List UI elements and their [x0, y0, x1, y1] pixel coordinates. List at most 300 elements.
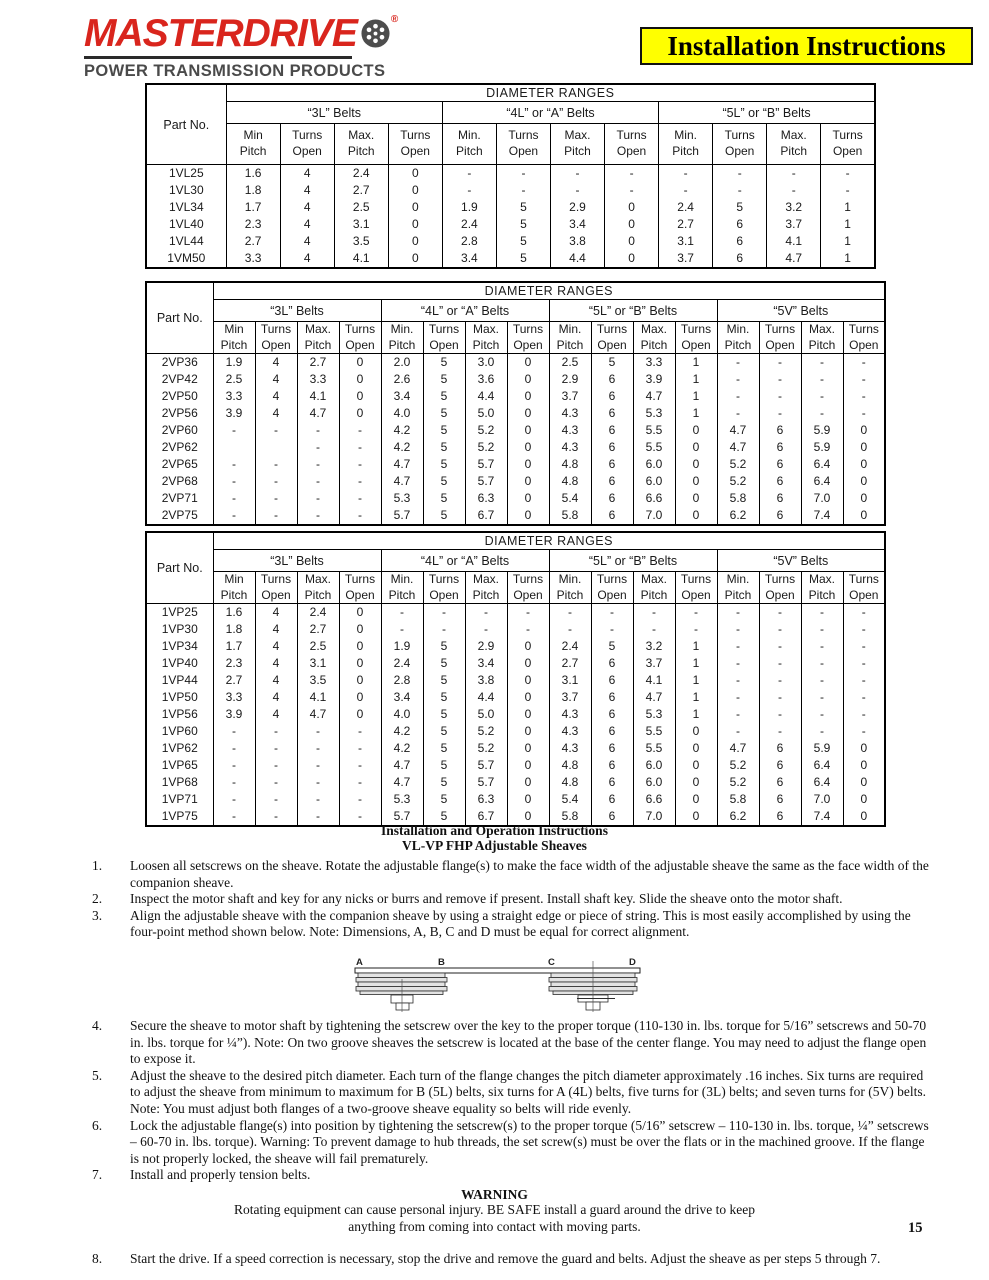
- table-cell: -: [801, 638, 843, 655]
- table-cell: -: [255, 808, 297, 826]
- table-cell: 0: [605, 250, 659, 268]
- table-cell: 2.3: [226, 216, 280, 233]
- table-cell: 4.7: [633, 388, 675, 405]
- table-cell: 0: [675, 490, 717, 507]
- part-no-cell: 1VL30: [146, 182, 226, 199]
- table-cell: 4: [255, 405, 297, 422]
- table-cell: 6: [759, 740, 801, 757]
- table-cell: 0: [507, 689, 549, 706]
- table-cell: 0: [675, 757, 717, 774]
- column-header: Turns Open: [507, 572, 549, 604]
- item-number: 5.: [92, 1067, 103, 1083]
- table-cell: 1.9: [381, 638, 423, 655]
- instruction-list-3: [92, 1251, 930, 1268]
- table-cell: 6: [759, 422, 801, 439]
- table-row: [146, 655, 885, 672]
- column-header: Turns Open: [591, 572, 633, 604]
- installation-instructions-banner: [640, 27, 973, 65]
- table-cell: 5.7: [465, 456, 507, 473]
- table-cell: 4.1: [297, 689, 339, 706]
- table-cell: 6: [759, 757, 801, 774]
- table-cell: 1: [821, 233, 875, 250]
- brand-text: MASTERDRIVE: [84, 12, 357, 55]
- part-no-cell: 2VP65: [146, 456, 213, 473]
- table-cell: 4.4: [465, 689, 507, 706]
- table-cell: -: [507, 621, 549, 638]
- page-number: 15: [908, 1220, 923, 1236]
- table-cell: 1: [675, 672, 717, 689]
- table-cell: 3.7: [633, 655, 675, 672]
- table-cell: 5.9: [801, 422, 843, 439]
- column-header: Turns Open: [255, 322, 297, 354]
- table-cell: -: [759, 621, 801, 638]
- table-cell: 3.2: [767, 199, 821, 216]
- table-cell: -: [255, 791, 297, 808]
- table-cell: 7.4: [801, 808, 843, 826]
- table-cell: 0: [507, 655, 549, 672]
- table-cell: 4.7: [381, 473, 423, 490]
- item-number: 1.: [92, 858, 103, 873]
- table-cell: 5.7: [381, 808, 423, 826]
- table-cell: 2.8: [442, 233, 496, 250]
- table-cell: 0: [388, 165, 442, 183]
- table-cell: 4.3: [549, 740, 591, 757]
- table-cell: -: [339, 507, 381, 525]
- column-header: Min. Pitch: [717, 572, 759, 604]
- table-cell: 4.1: [767, 233, 821, 250]
- table-cell: 5.7: [381, 507, 423, 525]
- table-cell: 5.8: [549, 808, 591, 826]
- table-cell: 0: [843, 791, 885, 808]
- part-no-cell: 1VP71: [146, 791, 213, 808]
- item-number: 6.: [92, 1117, 103, 1133]
- table-cell: 4.7: [717, 439, 759, 456]
- table-cell: 2.4: [381, 655, 423, 672]
- item-text: Align the adjustable sheave with the companion sheave by using a straight edge or piece of string. This is most easily accomplished by using the four-point method shown below. Note: Dimensions, A, B, C and D must be equal for correct alignment.: [130, 907, 911, 940]
- table-cell: 6: [591, 388, 633, 405]
- table-cell: 2.7: [297, 354, 339, 372]
- table-cell: -: [255, 473, 297, 490]
- column-header: Turns Open: [675, 572, 717, 604]
- table-cell: 0: [675, 422, 717, 439]
- table-cell: 0: [507, 740, 549, 757]
- table-cell: -: [759, 388, 801, 405]
- table-cell: 0: [843, 740, 885, 757]
- column-header: Turns Open: [821, 124, 875, 165]
- table-cell: -: [297, 757, 339, 774]
- table-cell: 4: [280, 233, 334, 250]
- table-cell: 2.0: [381, 354, 423, 372]
- table-cell: 4.4: [550, 250, 604, 268]
- table-cell: 6: [759, 473, 801, 490]
- column-header: Turns Open: [423, 322, 465, 354]
- table-cell: 1: [675, 706, 717, 723]
- table-cell: [213, 439, 255, 456]
- diameter-ranges-header: DIAMETER RANGES: [226, 84, 875, 102]
- table-cell: -: [339, 490, 381, 507]
- table-cell: 0: [339, 655, 381, 672]
- table-cell: -: [759, 723, 801, 740]
- column-header: Min. Pitch: [442, 124, 496, 165]
- part-no-cell: 2VP68: [146, 473, 213, 490]
- table-cell: -: [717, 371, 759, 388]
- table-cell: 0: [675, 774, 717, 791]
- table-cell: 6: [713, 216, 767, 233]
- table-cell: 5.9: [801, 740, 843, 757]
- table-cell: 0: [507, 422, 549, 439]
- table-cell: 1.6: [213, 604, 255, 622]
- column-header: Max. Pitch: [801, 572, 843, 604]
- table-cell: 4.3: [549, 405, 591, 422]
- belt-group-header: “5L” or “B” Belts: [549, 300, 717, 322]
- table-cell: 6.7: [465, 507, 507, 525]
- table-cell: 0: [339, 405, 381, 422]
- table-cell: -: [821, 165, 875, 183]
- instruction-item: [92, 1167, 930, 1184]
- part-no-cell: 2VP50: [146, 388, 213, 405]
- table-cell: 0: [507, 473, 549, 490]
- table-cell: 1: [675, 655, 717, 672]
- table-cell: -: [297, 456, 339, 473]
- table-cell: 0: [843, 422, 885, 439]
- part-no-cell: 1VL44: [146, 233, 226, 250]
- table-cell: 3.9: [213, 405, 255, 422]
- table-cell: -: [496, 165, 550, 183]
- table-cell: 5: [423, 456, 465, 473]
- table-cell: 2.9: [550, 199, 604, 216]
- table-cell: 0: [339, 354, 381, 372]
- table-cell: -: [213, 507, 255, 525]
- table-cell: -: [843, 354, 885, 372]
- table-cell: 3.3: [633, 354, 675, 372]
- table-row: [146, 456, 885, 473]
- part-no-header: Part No.: [146, 84, 226, 165]
- item-text: Inspect the motor shaft and key for any nicks or burrs and remove if present. Install shaft key. Slide the sheave onto the motor shaft.: [130, 891, 843, 907]
- table-cell: 5: [423, 791, 465, 808]
- table-cell: 5: [496, 233, 550, 250]
- part-no-cell: 1VP25: [146, 604, 213, 622]
- table-cell: -: [550, 182, 604, 199]
- table-cell: -: [801, 621, 843, 638]
- warning-text-line2: anything from coming into contact with moving parts.: [348, 1218, 641, 1234]
- table-cell: -: [843, 371, 885, 388]
- table-cell: -: [801, 354, 843, 372]
- table-cell: -: [633, 621, 675, 638]
- table-cell: 5.0: [465, 706, 507, 723]
- table-cell: -: [767, 165, 821, 183]
- belt-group-header: “3L” Belts: [213, 550, 381, 572]
- table-cell: 4.4: [465, 388, 507, 405]
- table-cell: -: [550, 165, 604, 183]
- table-cell: -: [339, 422, 381, 439]
- column-header: Turns Open: [507, 322, 549, 354]
- table-cell: 2.6: [381, 371, 423, 388]
- table-cell: 3.7: [549, 689, 591, 706]
- table-cell: -: [801, 405, 843, 422]
- table-cell: 2.4: [334, 165, 388, 183]
- table-cell: 4: [255, 388, 297, 405]
- table-cell: -: [659, 182, 713, 199]
- table-cell: 0: [507, 371, 549, 388]
- table-cell: 5.2: [717, 456, 759, 473]
- table-cell: -: [659, 165, 713, 183]
- table-cell: -: [549, 604, 591, 622]
- table-cell: 4.8: [549, 456, 591, 473]
- table-cell: 4: [280, 165, 334, 183]
- table-row: [146, 672, 885, 689]
- table-cell: 0: [675, 473, 717, 490]
- diagram-label-c: C: [548, 956, 555, 968]
- table-cell: 4: [255, 371, 297, 388]
- table-cell: 1: [821, 199, 875, 216]
- table-cell: 6: [759, 507, 801, 525]
- table-cell: 2.9: [465, 638, 507, 655]
- part-no-cell: 1VP62: [146, 740, 213, 757]
- table-row: [146, 740, 885, 757]
- table-cell: -: [423, 621, 465, 638]
- table-cell: 5: [423, 740, 465, 757]
- table-cell: 6: [591, 791, 633, 808]
- table-cell: -: [213, 723, 255, 740]
- table-cell: -: [339, 791, 381, 808]
- table-cell: 5: [591, 638, 633, 655]
- table-cell: 5: [423, 490, 465, 507]
- table-cell: 0: [507, 490, 549, 507]
- table-row: [146, 757, 885, 774]
- table-cell: 4.2: [381, 723, 423, 740]
- table-cell: -: [213, 422, 255, 439]
- table-cell: 0: [605, 233, 659, 250]
- table-cell: 7.0: [801, 490, 843, 507]
- table-cell: 6: [591, 507, 633, 525]
- table-cell: 5.7: [465, 757, 507, 774]
- table-cell: 0: [507, 388, 549, 405]
- table-cell: -: [297, 422, 339, 439]
- table-cell: -: [213, 757, 255, 774]
- part-no-cell: 2VP71: [146, 490, 213, 507]
- table-cell: 4.1: [297, 388, 339, 405]
- table-cell: 4.1: [334, 250, 388, 268]
- table-cell: -: [339, 808, 381, 826]
- table-cell: 0: [339, 388, 381, 405]
- warning-text-line1: Rotating equipment can cause personal injury. BE SAFE install a guard around the drive to keep: [234, 1201, 755, 1217]
- column-header: Turns Open: [713, 124, 767, 165]
- table-cell: [255, 439, 297, 456]
- table-cell: 0: [843, 456, 885, 473]
- belt-table-1vp: [145, 531, 886, 827]
- table-cell: -: [339, 723, 381, 740]
- table-cell: 4: [255, 655, 297, 672]
- table-cell: -: [675, 604, 717, 622]
- table-cell: 6: [591, 672, 633, 689]
- table-cell: 6: [759, 774, 801, 791]
- table-cell: -: [255, 507, 297, 525]
- table-cell: 3.4: [442, 250, 496, 268]
- table-cell: 4.7: [381, 757, 423, 774]
- table-row: [146, 774, 885, 791]
- table-cell: 3.9: [213, 706, 255, 723]
- table-cell: 6: [591, 490, 633, 507]
- table-cell: 6.0: [633, 757, 675, 774]
- column-header: Min. Pitch: [381, 572, 423, 604]
- table-cell: -: [801, 371, 843, 388]
- table-cell: 6: [591, 422, 633, 439]
- table-cell: -: [605, 182, 659, 199]
- table-cell: 6.4: [801, 456, 843, 473]
- instruction-list-1: [92, 858, 930, 941]
- table-cell: -: [801, 706, 843, 723]
- table-cell: 0: [843, 774, 885, 791]
- table-row: [146, 689, 885, 706]
- table-cell: 3.2: [633, 638, 675, 655]
- table-cell: -: [717, 405, 759, 422]
- part-no-header: Part No.: [146, 282, 213, 354]
- column-header: Max. Pitch: [550, 124, 604, 165]
- table-cell: 6: [591, 456, 633, 473]
- table-cell: -: [255, 422, 297, 439]
- table-cell: -: [255, 490, 297, 507]
- table-cell: -: [759, 638, 801, 655]
- table-cell: 0: [675, 507, 717, 525]
- table-cell: -: [605, 165, 659, 183]
- part-no-header: Part No.: [146, 532, 213, 604]
- column-header: Min. Pitch: [549, 572, 591, 604]
- table-cell: 3.1: [549, 672, 591, 689]
- table-cell: 4.7: [297, 706, 339, 723]
- table-cell: 0: [675, 439, 717, 456]
- belt-table-2vp: [145, 281, 886, 526]
- table-cell: -: [801, 655, 843, 672]
- column-header: Turns Open: [675, 322, 717, 354]
- table-cell: 5.4: [549, 791, 591, 808]
- table-cell: 3.5: [334, 233, 388, 250]
- table-cell: -: [717, 638, 759, 655]
- table-cell: 1: [675, 689, 717, 706]
- table-cell: 3.3: [226, 250, 280, 268]
- column-header: Max. Pitch: [801, 322, 843, 354]
- table-cell: 6: [759, 490, 801, 507]
- belt-group-header: “5L” or “B” Belts: [659, 102, 875, 124]
- table-cell: 5: [423, 672, 465, 689]
- table-cell: 4.8: [549, 473, 591, 490]
- table-cell: 2.4: [442, 216, 496, 233]
- table-cell: 5.3: [633, 706, 675, 723]
- table-cell: -: [717, 689, 759, 706]
- table-cell: -: [381, 604, 423, 622]
- table-cell: -: [213, 473, 255, 490]
- table-cell: 7.0: [633, 507, 675, 525]
- table-cell: 4.1: [633, 672, 675, 689]
- table-cell: 3.5: [297, 672, 339, 689]
- table-cell: 5.8: [549, 507, 591, 525]
- item-text: Install and properly tension belts.: [130, 1167, 311, 1183]
- table-cell: 0: [507, 354, 549, 372]
- table-cell: 6: [713, 250, 767, 268]
- table-cell: 6.4: [801, 473, 843, 490]
- table-cell: 2.9: [549, 371, 591, 388]
- table-cell: 3.7: [767, 216, 821, 233]
- table-cell: -: [717, 723, 759, 740]
- item-number: 7.: [92, 1167, 103, 1183]
- table-cell: 0: [339, 706, 381, 723]
- table-cell: 5.5: [633, 439, 675, 456]
- part-no-cell: 1VP34: [146, 638, 213, 655]
- logo-subtitle: POWER TRANSMISSION PRODUCTS: [84, 62, 386, 80]
- table-cell: 2.7: [213, 672, 255, 689]
- table-cell: 1.7: [226, 199, 280, 216]
- table-cell: 5: [496, 199, 550, 216]
- table-cell: 4.0: [381, 405, 423, 422]
- column-header: Max. Pitch: [297, 572, 339, 604]
- belt-table-1vl: [145, 83, 876, 269]
- table-cell: 4.7: [717, 422, 759, 439]
- table-cell: -: [717, 706, 759, 723]
- part-no-cell: 1VP56: [146, 706, 213, 723]
- table-cell: 4.3: [549, 422, 591, 439]
- table-cell: 0: [507, 706, 549, 723]
- table-cell: 0: [388, 216, 442, 233]
- table-cell: 5.5: [633, 723, 675, 740]
- table-cell: 2.5: [297, 638, 339, 655]
- belt-group-header: “3L” Belts: [213, 300, 381, 322]
- table-row: [146, 621, 885, 638]
- table-cell: 3.3: [297, 371, 339, 388]
- table-cell: 0: [507, 507, 549, 525]
- table-cell: 6.4: [801, 774, 843, 791]
- table-cell: 1: [675, 405, 717, 422]
- table-cell: 6: [591, 689, 633, 706]
- table-cell: 5.2: [465, 422, 507, 439]
- table-cell: 4.7: [297, 405, 339, 422]
- table-cell: -: [843, 405, 885, 422]
- table-cell: -: [717, 354, 759, 372]
- column-header: Min. Pitch: [381, 322, 423, 354]
- part-no-cell: 2VP36: [146, 354, 213, 372]
- table-cell: 1.6: [226, 165, 280, 183]
- table-cell: -: [843, 604, 885, 622]
- table-cell: 6: [591, 723, 633, 740]
- table-cell: -: [213, 490, 255, 507]
- table-cell: -: [759, 354, 801, 372]
- table-row: [146, 490, 885, 507]
- table-cell: -: [843, 706, 885, 723]
- instruction-item: [92, 891, 930, 908]
- table-cell: 5: [423, 655, 465, 672]
- table-cell: 3.1: [297, 655, 339, 672]
- table-cell: -: [496, 182, 550, 199]
- table-cell: 3.1: [334, 216, 388, 233]
- table-cell: 4: [255, 621, 297, 638]
- column-header: Max. Pitch: [334, 124, 388, 165]
- table-cell: 0: [507, 757, 549, 774]
- table-cell: 3.3: [213, 388, 255, 405]
- part-no-cell: 2VP42: [146, 371, 213, 388]
- table-cell: 0: [339, 638, 381, 655]
- table-cell: 0: [339, 672, 381, 689]
- table-cell: 0: [675, 723, 717, 740]
- table-cell: -: [759, 604, 801, 622]
- table-cell: -: [843, 621, 885, 638]
- table-cell: -: [297, 507, 339, 525]
- banner-title: Installation Instructions: [667, 30, 946, 61]
- table-cell: 5.2: [717, 757, 759, 774]
- table-cell: 6: [759, 808, 801, 826]
- table-cell: 0: [339, 371, 381, 388]
- table-cell: 5.2: [717, 774, 759, 791]
- table-cell: -: [713, 182, 767, 199]
- table-cell: -: [801, 604, 843, 622]
- part-no-cell: 1VP65: [146, 757, 213, 774]
